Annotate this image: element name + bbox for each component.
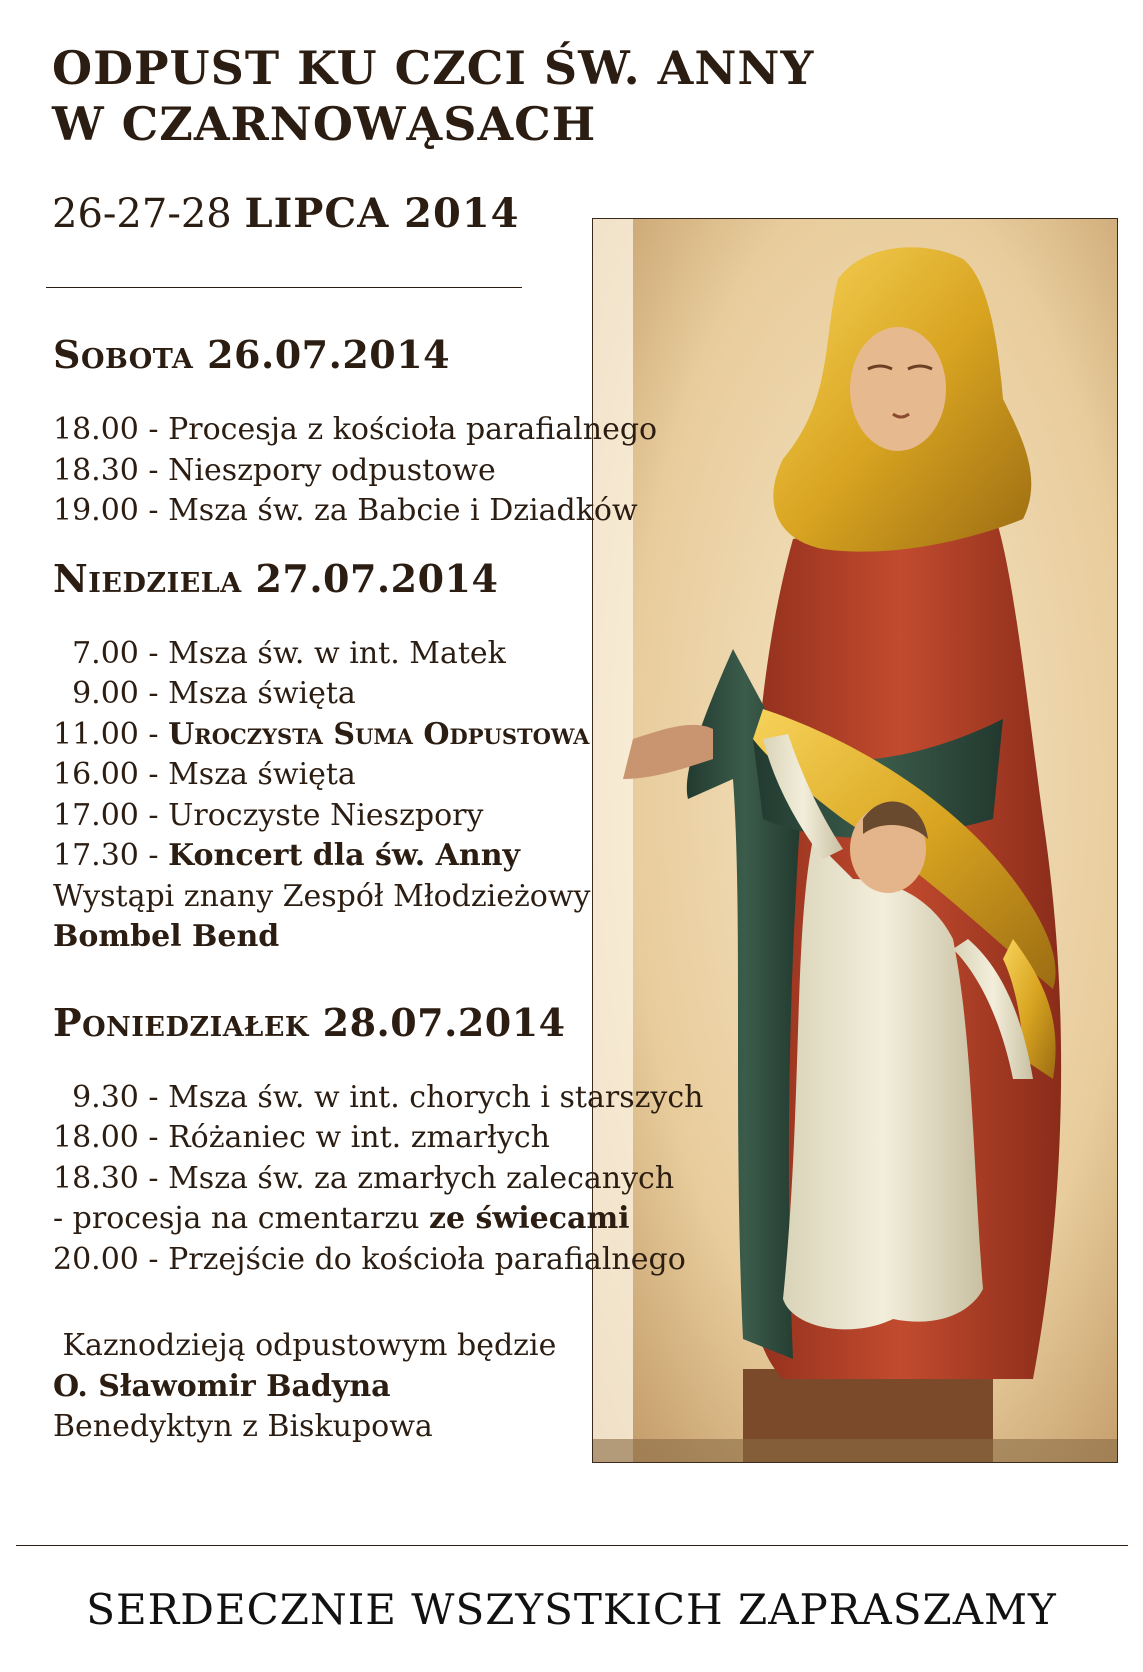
preacher-order: Benedyktyn z Biskupowa <box>53 1409 433 1444</box>
day-heading-saturday: Sobota 26.07.2014 <box>53 332 451 377</box>
divider-top <box>46 287 522 288</box>
title <box>52 40 814 152</box>
divider-bottom <box>16 1545 1128 1546</box>
invitation-footer: SERDECZNIE WSZYSTKICH ZAPRASZAMY <box>86 1585 1057 1634</box>
schedule-item: 17.00 - Uroczyste Nieszpory <box>53 797 484 833</box>
event-month-year: LIPCA 2014 <box>244 190 520 237</box>
schedule-item: 16.00 - Msza święta <box>53 757 356 792</box>
procession-text: - procesja na cmentarzu <box>53 1201 429 1236</box>
preacher-intro: Kaznodzieją odpustowym będzie <box>53 1328 557 1363</box>
concert-performer-intro: Wystąpi znany Zespół Młodzieżowy <box>53 878 591 914</box>
schedule-item: 19.00 - Msza św. za Babcie i Dziadków <box>53 493 638 528</box>
day-heading-monday: Poniedziałek 28.07.2014 <box>53 999 566 1045</box>
schedule-time: 11.00 - <box>53 716 169 752</box>
day-heading-sunday: Niedziela 27.07.2014 <box>53 555 499 601</box>
concert-label: Koncert dla św. Anny <box>168 838 520 873</box>
schedule <box>53 330 753 1448</box>
schedule-item: 18.00 - Różaniec w int. zmarłych <box>53 1120 550 1155</box>
schedule-item-procession <box>53 1199 753 1240</box>
solemn-mass-label: Uroczysta Suma Odpustowa <box>168 716 590 752</box>
preacher-name: O. Sławomir Badyna <box>53 1368 391 1404</box>
procession-candles: ze świecami <box>428 1201 630 1236</box>
schedule-item: 18.30 - Nieszpory odpustowe <box>53 452 496 488</box>
schedule-item: 9.30 - Msza św. w int. chorych i starszych <box>53 1079 704 1115</box>
event-dates <box>52 190 520 237</box>
schedule-item: 7.00 - Msza św. w int. Matek <box>53 635 506 671</box>
schedule-item-concert <box>53 836 753 877</box>
schedule-item-solemn-mass <box>53 715 753 756</box>
title-line-2: W CZARNOWĄSACH <box>52 97 597 151</box>
schedule-item: 18.00 - Procesja z kościoła parafialnego <box>53 412 658 447</box>
schedule-item: 9.00 - Msza święta <box>53 676 356 711</box>
schedule-item: 20.00 - Przejście do kościoła parafialnego <box>53 1241 686 1277</box>
title-line-1: ODPUST KU CZCI ŚW. ANNY <box>52 41 815 95</box>
concert-band-name: Bombel Bend <box>53 919 280 954</box>
schedule-item: 18.30 - Msza św. za zmarłych zalecanych <box>53 1160 675 1196</box>
event-days: 26-27-28 <box>52 191 232 237</box>
schedule-time: 17.30 - <box>53 838 169 873</box>
